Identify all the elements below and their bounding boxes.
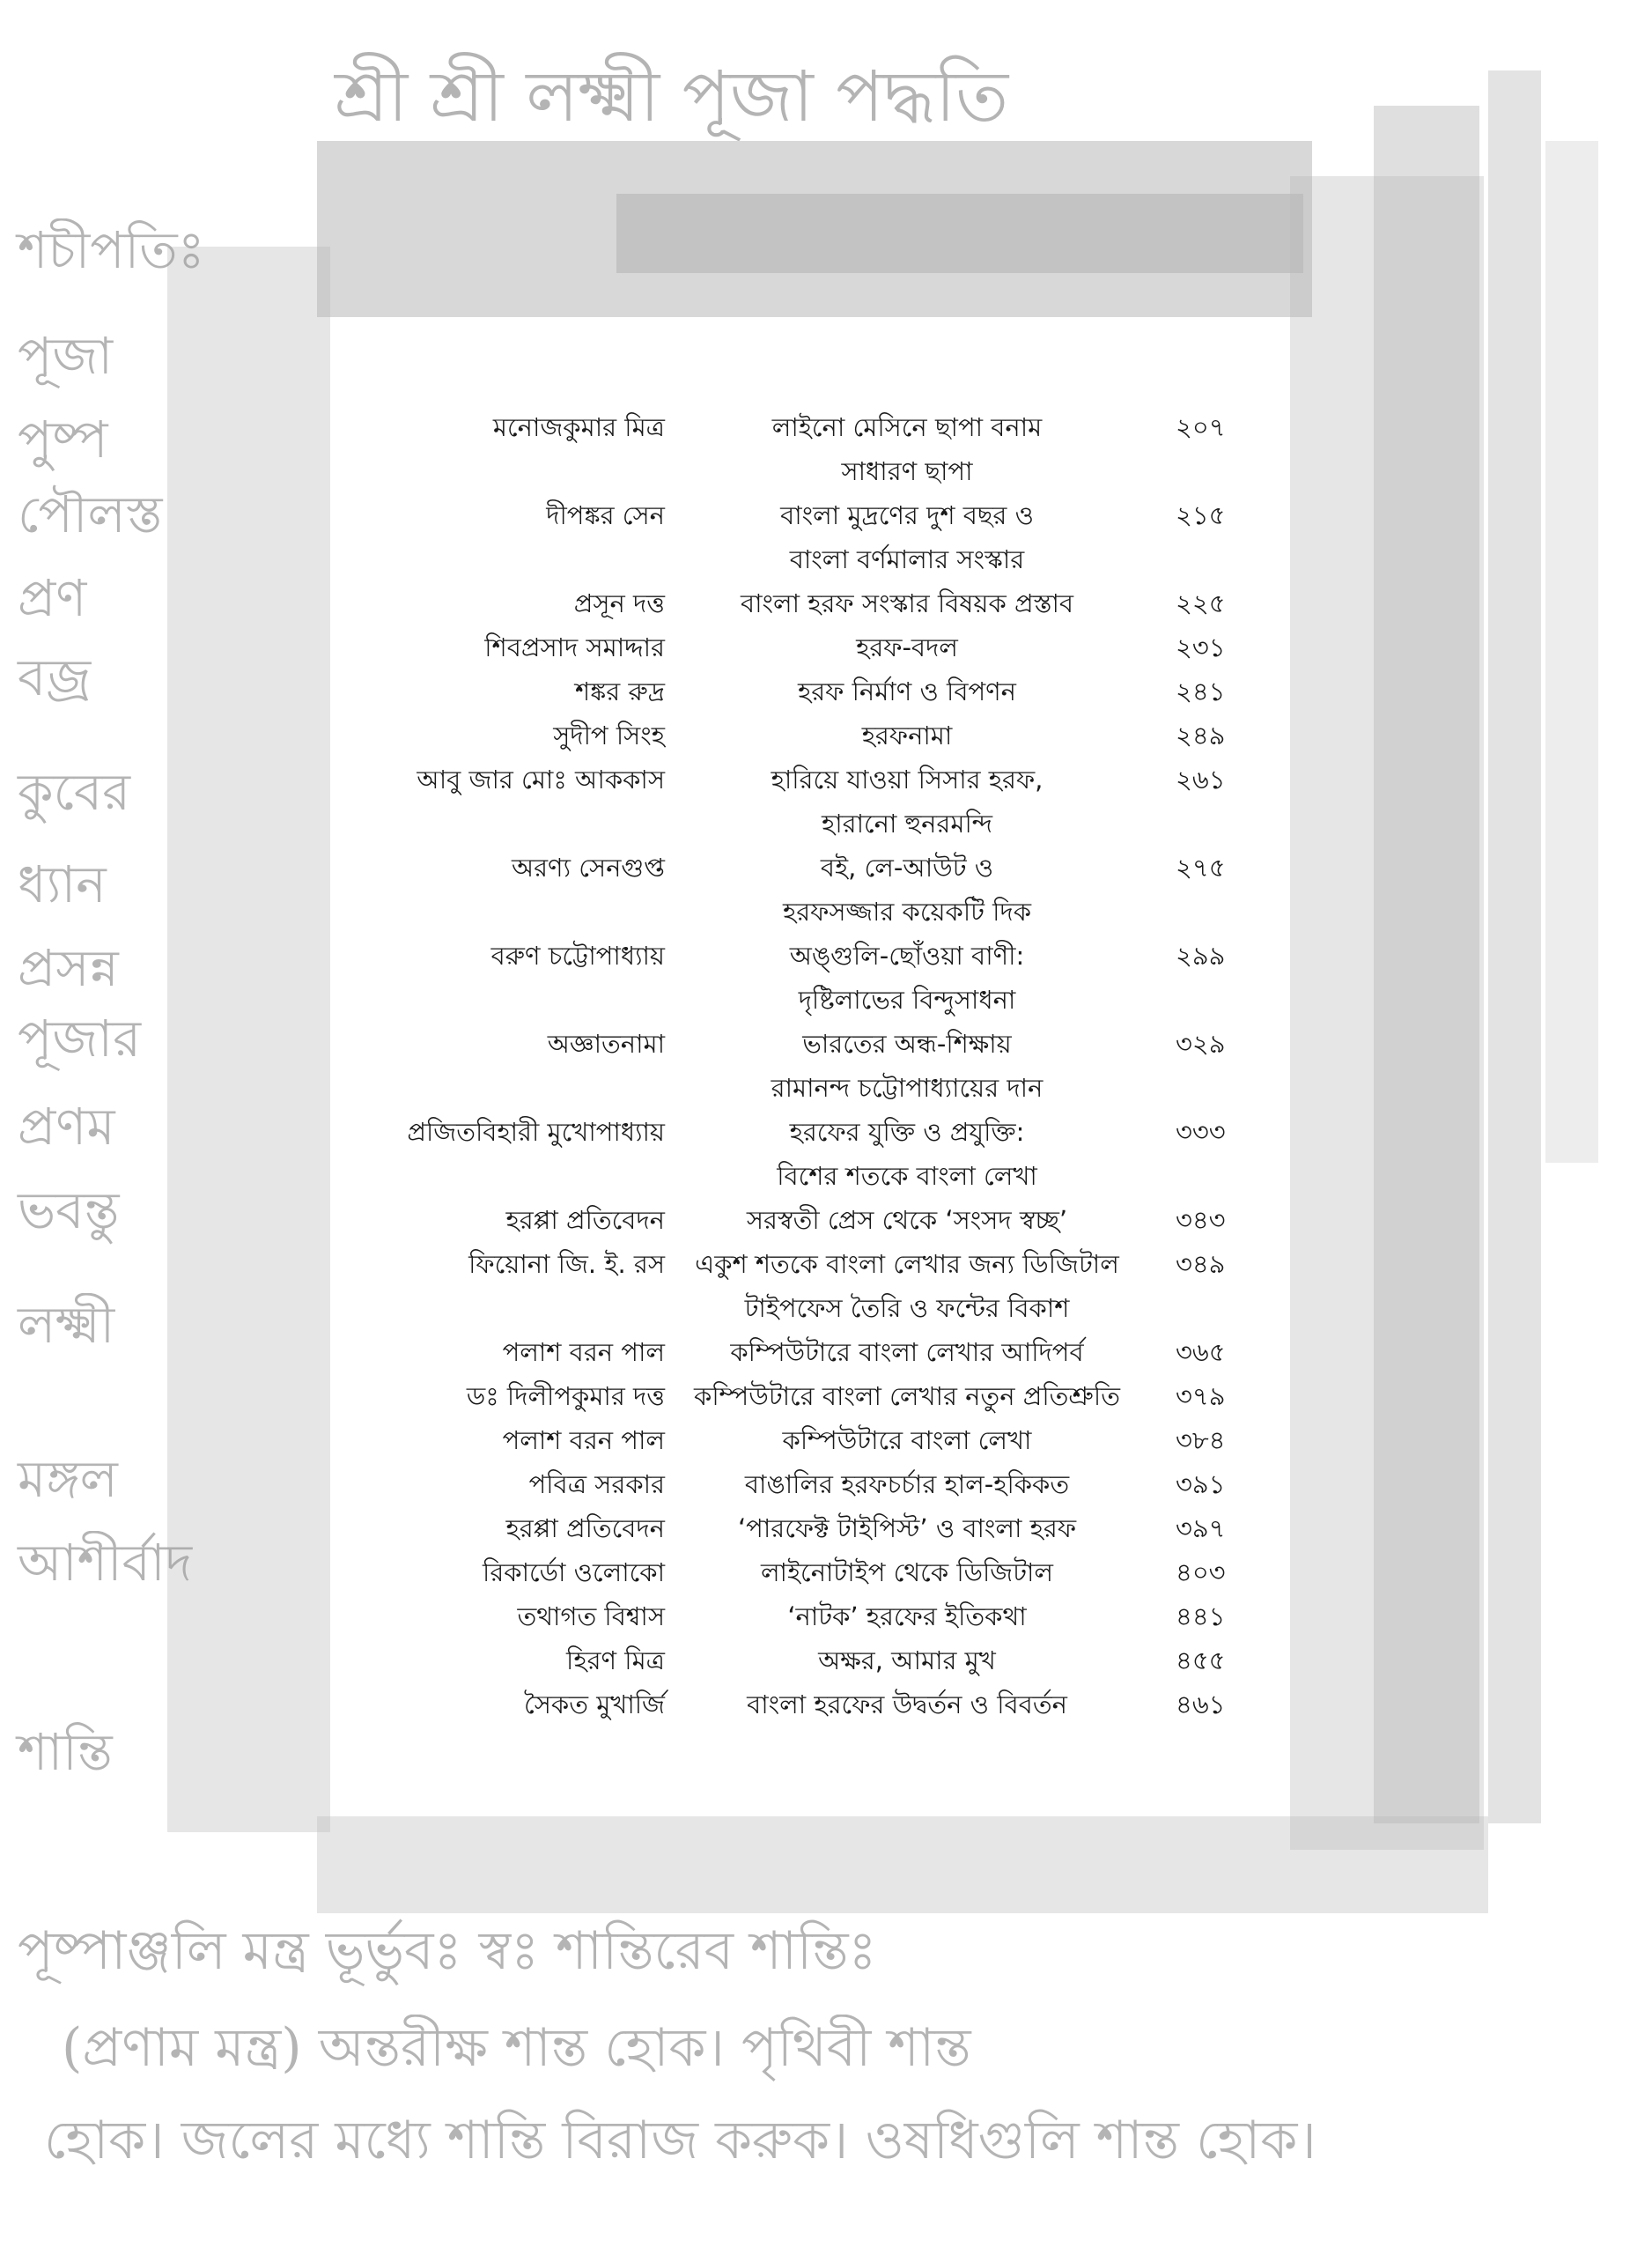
toc-title xyxy=(682,1022,1132,1110)
toc-entry xyxy=(330,934,1290,1022)
background-left-word: বজ্র xyxy=(18,647,92,707)
toc-title-line: অক্ষর, আমার মুখ xyxy=(818,1645,996,1675)
toc-page-number: ৪৫৫ xyxy=(1176,1645,1226,1675)
toc-title-line: হরফ-বদল xyxy=(856,632,958,662)
background-top-text: শ্রী শ্রী লক্ষ্মী পূজা পদ্ধতি xyxy=(335,55,1009,137)
toc-author: অরণ্য সেনগুপ্ত xyxy=(511,853,665,883)
toc-title-line: কম্পিউটারে বাংলা লেখা xyxy=(782,1425,1032,1455)
toc-entry xyxy=(330,669,1290,713)
toc-entry xyxy=(330,1594,1290,1638)
background-top-band-dense xyxy=(616,194,1303,273)
toc-page-number: ৩৪৯ xyxy=(1176,1249,1226,1279)
toc-page-number: ৪০৩ xyxy=(1176,1557,1226,1587)
toc-title-line: দৃষ্টিলাভের বিন্দুসাধনা xyxy=(798,985,1016,1015)
toc-entry xyxy=(330,1374,1290,1418)
toc-page-number: ২৭৫ xyxy=(1176,853,1226,883)
toc-author: পলাশ বরন পাল xyxy=(502,1425,665,1455)
background-bottom-line: (প্রণাম মন্ত্র) অন্তরীক্ষ শান্ত হোক। পৃথিবী শান্ত xyxy=(62,2017,971,2079)
toc-entry xyxy=(330,625,1290,669)
toc-title xyxy=(682,1594,1132,1638)
toc-title-line: বই, লে-আউট ও xyxy=(820,853,994,883)
toc-author: আবু জার মোঃ আককাস xyxy=(417,765,665,795)
toc-page-number: ৩৯৭ xyxy=(1176,1513,1226,1543)
table-of-contents xyxy=(330,405,1290,1726)
toc-title-line: ‘নাটক’ হরফের ইতিকথা xyxy=(787,1601,1027,1631)
toc-page-number: ৩৭৯ xyxy=(1176,1381,1226,1411)
toc-title-line: একুশ শতকে বাংলা লেখার জন্য ডিজিটাল xyxy=(695,1249,1119,1279)
toc-title xyxy=(682,669,1132,713)
toc-title-line: বাংলা হরফ সংস্কার বিষয়ক প্রস্তাব xyxy=(740,588,1074,618)
toc-author: ডঃ দিলীপকুমার দত্ত xyxy=(466,1381,665,1411)
toc-entry xyxy=(330,1418,1290,1462)
toc-title xyxy=(682,758,1132,846)
toc-title-line: বাংলা বর্ণমালার সংস্কার xyxy=(789,544,1025,574)
toc-title xyxy=(682,1198,1132,1242)
toc-title xyxy=(682,1682,1132,1726)
toc-title-line: হরফ নির্মাণ ও বিপণন xyxy=(797,676,1016,706)
toc-page-number: ২১৫ xyxy=(1176,500,1226,530)
background-right-strip xyxy=(1488,70,1541,1823)
toc-title-line: ‘পারফেক্ট টাইপিস্ট’ ও বাংলা হরফ xyxy=(737,1513,1077,1543)
toc-author: দীপঙ্কর সেন xyxy=(546,500,665,530)
toc-page-number: ২৬১ xyxy=(1176,765,1226,795)
toc-page-number: ৩৯১ xyxy=(1176,1469,1226,1499)
toc-entry xyxy=(330,581,1290,625)
toc-page-number: ৪৬১ xyxy=(1176,1689,1226,1719)
toc-author: রিকার্ডো ওলোকো xyxy=(483,1557,665,1587)
toc-title-line: ভারতের অন্ধ-শিক্ষায় xyxy=(802,1029,1012,1059)
toc-page-number: ২৪৯ xyxy=(1176,721,1226,750)
background-left-word: শান্তি xyxy=(18,1722,113,1782)
toc-title-line: হারিয়ে যাওয়া সিসার হরফ, xyxy=(771,765,1044,795)
background-left-word: লক্ষ্মী xyxy=(18,1295,115,1355)
toc-page-number: ২৯৯ xyxy=(1176,941,1226,971)
toc-title-line: বাংলা মুদ্রণের দুশ বছর ও xyxy=(780,500,1034,530)
toc-title-line: সরস্বতী প্রেস থেকে ‘সংসদ স্বচ্ছ’ xyxy=(746,1205,1068,1235)
toc-author: প্রজিতবিহারী মুখোপাধ্যায় xyxy=(407,1117,665,1147)
toc-title xyxy=(682,1374,1132,1418)
toc-page-number: ৩৩৩ xyxy=(1176,1117,1226,1147)
toc-title xyxy=(682,1638,1132,1682)
toc-page-number: ৩২৯ xyxy=(1176,1029,1226,1059)
toc-entry xyxy=(330,1506,1290,1550)
toc-entry xyxy=(330,1638,1290,1682)
toc-author: সুদীপ সিংহ xyxy=(553,721,665,750)
toc-title xyxy=(682,405,1132,493)
background-right-column xyxy=(1374,106,1479,1823)
toc-author: হরপ্পা প্রতিবেদন xyxy=(505,1513,665,1543)
toc-entry xyxy=(330,758,1290,846)
toc-title xyxy=(682,846,1132,934)
toc-title-line: কম্পিউটারে বাংলা লেখার আদিপর্ব xyxy=(730,1337,1084,1367)
background-left-word: পূজা xyxy=(18,326,114,386)
background-left-word: মঙ্গল xyxy=(18,1449,118,1509)
toc-author: শিবপ্রসাদ সমাদ্দার xyxy=(484,632,665,662)
toc-title-line: বাংলা হরফের উদ্বর্তন ও বিবর্তন xyxy=(747,1689,1067,1719)
toc-title xyxy=(682,581,1132,625)
toc-title-line: টাইপফেস তৈরি ও ফন্টের বিকাশ xyxy=(744,1293,1070,1323)
background-bottom-band xyxy=(317,1816,1488,1913)
toc-author: অজ্ঞাতনামা xyxy=(547,1029,665,1059)
toc-author: শঙ্কর রুদ্র xyxy=(575,676,665,706)
toc-author: প্রসূন দত্ত xyxy=(573,588,665,618)
toc-title-line: অঙ্গুলি-ছোঁওয়া বাণী: xyxy=(789,941,1025,971)
toc-title-line: লাইনো মেসিনে ছাপা বনাম xyxy=(771,412,1043,442)
background-bottom-line: পূষ্পাঞ্জলি মন্ত্র ভূর্ভুবঃ স্বঃ শান্তিরেব শান্তিঃ xyxy=(18,1920,877,1982)
toc-title-line: রামানন্দ চট্টোপাধ্যায়ের দান xyxy=(771,1073,1044,1103)
toc-title xyxy=(682,1550,1132,1594)
toc-title xyxy=(682,713,1132,758)
background-bottom-line: হোক। জলের মধ্যে শান্তি বিরাজ করুক। ওষধিগুলি শান্ত হোক। xyxy=(44,2110,1316,2171)
toc-title xyxy=(682,934,1132,1022)
background-left-word: ধ্যান xyxy=(18,854,107,914)
toc-author: সৈকত মুখার্জি xyxy=(524,1689,665,1719)
background-left-word: প্রণম xyxy=(18,1097,115,1157)
toc-title xyxy=(682,1242,1132,1330)
background-left-word: প্রণ xyxy=(18,568,87,628)
toc-author: ফিয়োনা জি. ই. রস xyxy=(468,1249,665,1279)
background-left-word: ভবন্তু xyxy=(18,1180,120,1240)
toc-title xyxy=(682,625,1132,669)
background-left-word: প্রসন্ন xyxy=(18,938,119,998)
toc-page-number: ২৩১ xyxy=(1176,632,1226,662)
toc-title-line: বাঙালির হরফচর্চার হাল-হকিকত xyxy=(744,1469,1070,1499)
toc-page-number: ২০৭ xyxy=(1176,412,1226,442)
toc-page-number: ২৪১ xyxy=(1176,676,1226,706)
background-left-word: কুবের xyxy=(18,762,131,822)
toc-author: তথাগত বিশ্বাস xyxy=(517,1601,665,1631)
toc-title-line: কম্পিউটারে বাংলা লেখার নতুন প্রতিশ্রুতি xyxy=(694,1381,1120,1411)
toc-title-line: বিশের শতকে বাংলা লেখা xyxy=(777,1161,1037,1191)
toc-author: হরপ্পা প্রতিবেদন xyxy=(505,1205,665,1235)
toc-title xyxy=(682,1418,1132,1462)
toc-entry xyxy=(330,493,1290,581)
toc-title xyxy=(682,1330,1132,1374)
background-left-word: পূজার xyxy=(18,1009,141,1068)
toc-author: মনোজকুমার মিত্র xyxy=(492,412,665,442)
toc-title xyxy=(682,1462,1132,1506)
toc-title xyxy=(682,493,1132,581)
background-left-word: পুষ্প xyxy=(18,410,108,469)
background-right-edge xyxy=(1545,141,1598,1163)
background-left-band xyxy=(167,247,330,1832)
toc-page-number: ৪৪১ xyxy=(1176,1601,1226,1631)
toc-author: বরুণ চট্টোপাধ্যায় xyxy=(490,941,665,971)
toc-title-line: হরফসজ্জার কয়েকটি দিক xyxy=(782,897,1031,927)
toc-entry xyxy=(330,846,1290,934)
toc-title-line: হরফের যুক্তি ও প্রযুক্তি: xyxy=(789,1117,1025,1147)
toc-title-line: হারানো হুনরমন্দি xyxy=(821,809,993,839)
toc-title-line: সাধারণ ছাপা xyxy=(841,456,973,486)
toc-title xyxy=(682,1110,1132,1198)
toc-entry xyxy=(330,713,1290,758)
toc-title xyxy=(682,1506,1132,1550)
toc-entry xyxy=(330,1462,1290,1506)
background-left-word: আশীর্বাদ xyxy=(18,1533,193,1593)
background-left-word: পৌলস্ত xyxy=(18,484,163,544)
toc-entry xyxy=(330,1198,1290,1242)
toc-author: পলাশ বরন পাল xyxy=(502,1337,665,1367)
toc-entry xyxy=(330,1242,1290,1330)
toc-page-number: ৩৮৪ xyxy=(1176,1425,1226,1455)
toc-entry xyxy=(330,1682,1290,1726)
toc-author: পবিত্র সরকার xyxy=(528,1469,665,1499)
toc-entry xyxy=(330,405,1290,493)
toc-page-number: ৩৬৫ xyxy=(1176,1337,1226,1367)
toc-page-number: ৩৪৩ xyxy=(1176,1205,1226,1235)
toc-author: হিরণ মিত্র xyxy=(566,1645,665,1675)
toc-entry xyxy=(330,1022,1290,1110)
toc-entry xyxy=(330,1110,1290,1198)
toc-title-line: লাইনোটাইপ থেকে ডিজিটাল xyxy=(760,1557,1054,1587)
toc-page-number: ২২৫ xyxy=(1176,588,1226,618)
toc-title-line: হরফনামা xyxy=(861,721,953,750)
background-left-word: শচীপতিঃ xyxy=(18,220,205,280)
toc-entry xyxy=(330,1330,1290,1374)
toc-entry xyxy=(330,1550,1290,1594)
